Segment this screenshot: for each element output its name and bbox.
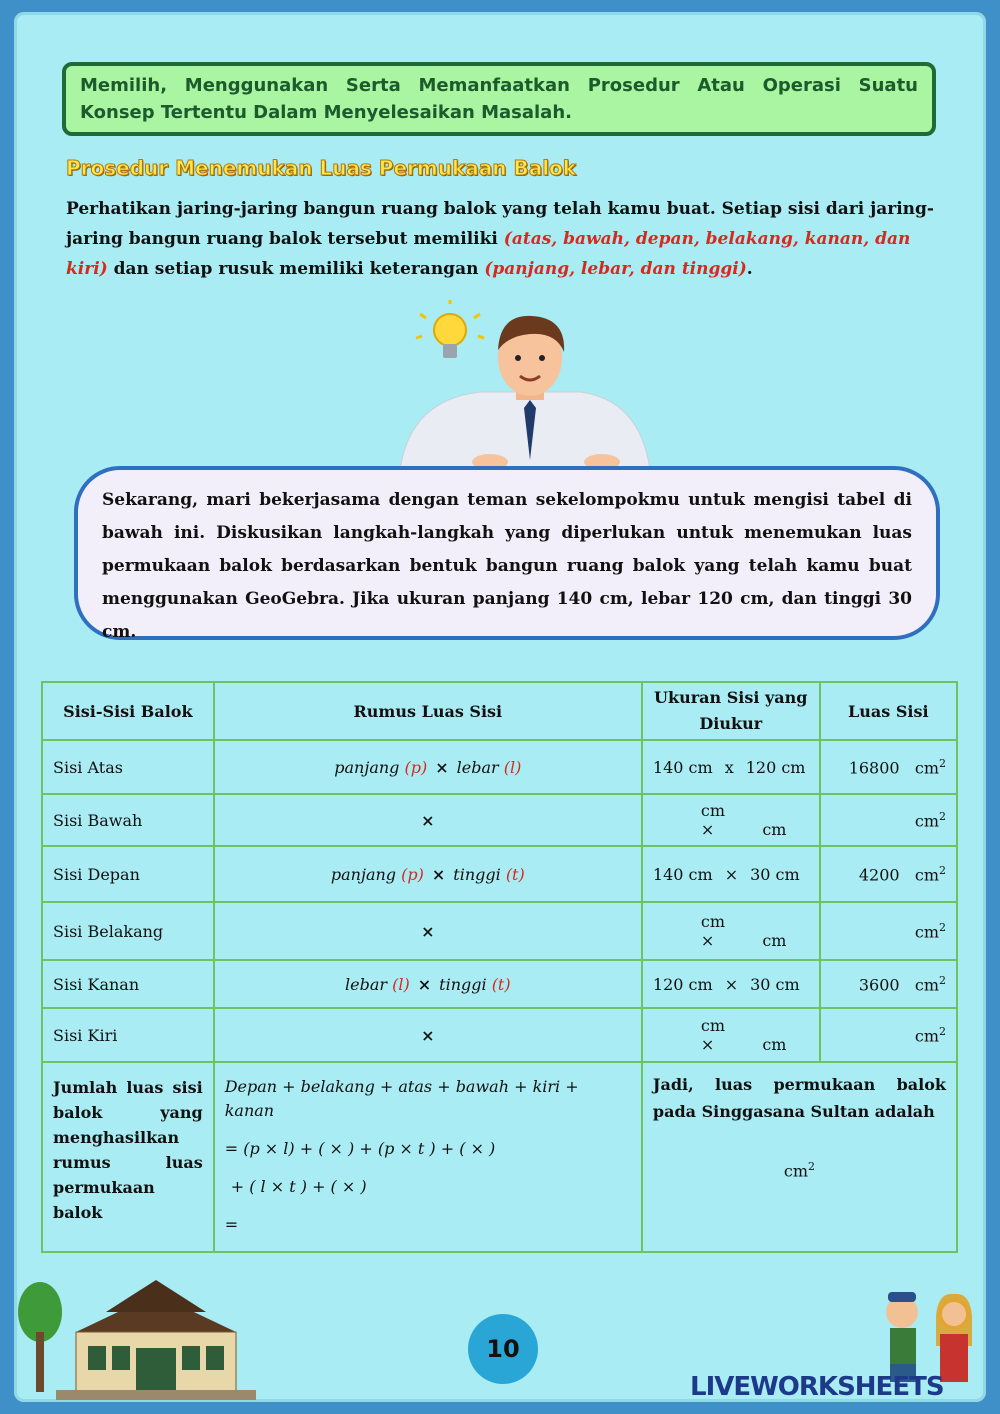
conclusion-text: Jadi, luas permukaan balok pada Singgasana Sultan adalah (652, 1075, 946, 1121)
table-row (42, 1008, 957, 1062)
formula-answer[interactable]: × (214, 902, 642, 960)
conclusion-unit: $cm^2$ (783, 1160, 816, 1181)
intro-end: . (746, 259, 753, 279)
side-name: Sisi Kiri (42, 1008, 214, 1062)
page-number: 10 (468, 1314, 538, 1384)
sum-formula-answer[interactable] (214, 1062, 642, 1252)
objective-text: Memilih, Menggunakan Serta Memanfaatkan Prosedur Atau Operasi Suatu Konsep Tertentu Dalam Menyelesaikan Masalah. (80, 75, 918, 123)
sum-label: Jumlah luas sisi balok yang menghasilkan rumus luas permukaan balok (42, 1062, 214, 1252)
children-illustration (868, 1286, 988, 1386)
area-answer[interactable]: 4200 $cm^2$ (820, 846, 957, 902)
measure-cell: 140 cm × 30 cm (642, 846, 820, 902)
sum-line-3: + ( l × t ) + ( × ) (230, 1177, 367, 1196)
surface-area-table (41, 681, 958, 1253)
header-area: Luas Sisi (820, 682, 957, 740)
formula-cell: lebar (l) × tinggi (t) (214, 960, 642, 1008)
instruction-callout (74, 466, 940, 640)
area-answer[interactable]: $cm^2$ (820, 794, 957, 846)
header-sides: Sisi-Sisi Balok (42, 682, 214, 740)
table-header-row (42, 682, 957, 740)
intro-edges-list: (panjang, lebar, dan tinggi) (484, 259, 747, 279)
measure-answer[interactable]: cm × cm (642, 902, 820, 960)
area-answer[interactable]: $cm^2$ (820, 902, 957, 960)
formula-cell: panjang (p) × lebar (l) (214, 740, 642, 794)
lightbulb-icon (416, 300, 484, 358)
intro-paragraph (66, 194, 940, 284)
measure-cell: 140 cm x 120 cm (642, 740, 820, 794)
formula-answer[interactable]: × (214, 794, 642, 846)
formula-cell: panjang (p) × tinggi (t) (214, 846, 642, 902)
side-name: Sisi Belakang (42, 902, 214, 960)
table-row (42, 740, 957, 794)
header-formula: Rumus Luas Sisi (214, 682, 642, 740)
sum-line-4: = (224, 1215, 239, 1234)
learning-objective-box (62, 62, 936, 136)
table-row (42, 902, 957, 960)
area-answer[interactable]: 16800 $cm^2$ (820, 740, 957, 794)
intro-sides-list: (atas, bawah, depan, belakang, kanan, dan kiri) (66, 229, 911, 279)
section-heading: Prosedur Menemukan Luas Permukaan Balok (66, 156, 577, 180)
side-name: Sisi Atas (42, 740, 214, 794)
table-row (42, 846, 957, 902)
header-measure: Ukuran Sisi yang Diukur (642, 682, 820, 740)
table-row (42, 960, 957, 1008)
intro-text-1: Perhatikan jaring-jaring bangun ruang balok yang telah kamu buat. Setiap sisi dari jaring-jaring bangun ruang balok tersebut memiliki (66, 199, 934, 249)
table-row (42, 794, 957, 846)
side-name: Sisi Bawah (42, 794, 214, 846)
measure-answer[interactable]: cm × cm (642, 794, 820, 846)
intro-text-2: dan setiap rusuk memiliki keterangan (107, 259, 485, 279)
liveworksheets-logo: LIVEWORKSHEETS (690, 1372, 944, 1402)
side-name: Sisi Kanan (42, 960, 214, 1008)
table-sum-row (42, 1062, 957, 1252)
formula-answer[interactable]: × (214, 1008, 642, 1062)
sum-line-2: = (p × l) + ( × ) + (p × t ) + ( × ) (224, 1139, 496, 1158)
palace-illustration (16, 1272, 266, 1402)
callout-text: Sekarang, mari bekerjasama dengan teman sekelompokmu untuk mengisi tabel di bawah ini. Diskusikan langkah-langkah yang diperlukan untuk menemukan luas permukaan balok berdasarkan bentuk bangun ruang balok yang telah kamu buat menggunakan GeoGebra. Jika ukuran panjang 140 cm, lebar 120 cm, dan tinggi 30 cm. (102, 490, 912, 642)
sum-line-1: Depan + belakang + atas + bawah + kiri + kanan (224, 1077, 579, 1120)
measure-cell: 120 cm × 30 cm (642, 960, 820, 1008)
conclusion-cell[interactable] (642, 1062, 957, 1252)
area-answer[interactable]: 3600 $cm^2$ (820, 960, 957, 1008)
measure-answer[interactable]: cm × cm (642, 1008, 820, 1062)
area-answer[interactable]: $cm^2$ (820, 1008, 957, 1062)
side-name: Sisi Depan (42, 846, 214, 902)
teacher-illustration (380, 300, 660, 470)
